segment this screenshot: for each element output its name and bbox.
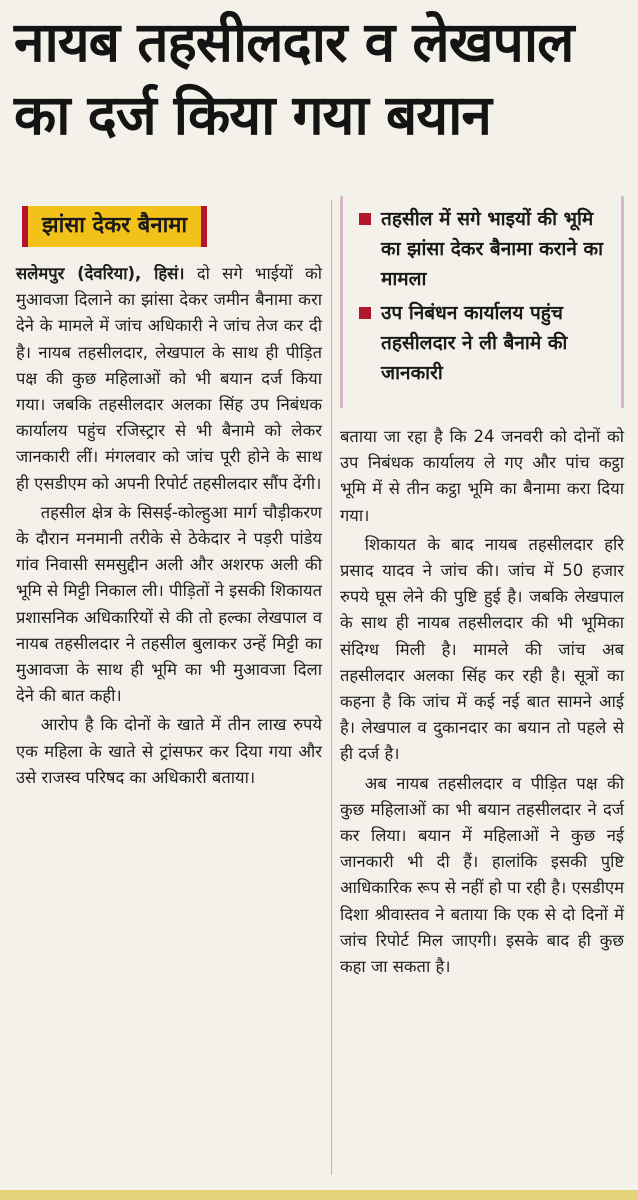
highlight-item <box>359 298 613 388</box>
left-column <box>16 196 322 791</box>
bottom-strip <box>0 1190 638 1200</box>
paragraph-lead <box>16 261 322 497</box>
paragraph: तहसील क्षेत्र के सिसई-कोल्हुआ मार्ग चौड़ीकरण के दौरान मनमानी तरीके से ठेकेदार ने पड़री पांडेय गांव निवासी समसुद्दीन अली और अशरफ अली की भूमि से मिट्टी निकाल ली। पीड़ितों ने इसकी शिकायत प्रशासनिक अधिकारियों से की तो हल्का लेखपाल व नायब तहसीलदार ने तहसील बुलाकर उन्हें मिट्टी का मुआवजा के साथ ही भूमि का भी मुआवजा दिला देने की बात कही। <box>16 502 322 706</box>
paragraph: शिकायत के बाद नायब तहसीलदार हरि प्रसाद यादव ने जांच की। जांच में 50 हजार रुपये घूस लेने की पुष्टि हुई है। जबकि लेखपाल के साथ ही नायब तहसीलदार की भी भूमिका संदिग्ध मिली है। मामले की जांच अब तहसीलदार अलका सिंह कर रही है। सूत्रों का कहना है कि जांच में कई नई बात सामने आई है। लेखपाल व दुकानदार का बयान तो पहले से ही दर्ज है। <box>340 534 624 764</box>
square-bullet-icon <box>359 307 371 319</box>
headline: नायब तहसीलदार व लेखपाल का दर्ज किया गया बयान <box>14 10 574 147</box>
paragraph: अब नायब तहसीलदार व पीड़ित पक्ष की कुछ महिलाओं का भी बयान तहसीलदार ने दर्ज कर लिया। बयान में महिलाओं ने कुछ नई जानकारी भी दी हैं। हालांकि इसकी पुष्टि आधिकारिक रूप से नहीं हो पा रही है। एसडीएम दिशा श्रीवास्तव ने बताया कि एक से दो दिनों में जांच रिपोर्ट मिल जाएगी। इसके बाद ही कुछ कहा जा सकता है। <box>340 773 624 977</box>
paragraph: बताया जा रहा है कि 24 जनवरी को दोनों को उप निबंधक कार्यालय ले गए और पांच कट्ठा भूमि में से तीन कट्ठा भूमि का बैनामा करा दिया गया। <box>340 427 624 525</box>
rubric-label: झांसा देकर बैनामा <box>22 206 207 247</box>
square-bullet-icon <box>359 213 371 225</box>
right-column <box>340 196 624 980</box>
highlight-item <box>359 204 613 294</box>
dateline: सलेमपुर (देवरिया), हिसं। <box>16 264 185 283</box>
paragraph: आरोप है कि दोनों के खाते में तीन लाख रुपये एक महिला के खाते से ट्रांसफर कर दिया गया और उसे राजस्व परिषद का अधिकारी बताया। <box>16 715 322 787</box>
highlights-box <box>340 196 624 408</box>
highlight-text: उप निबंधन कार्यालय पहुंच तहसीलदार ने ली बैनामे की जानकारी <box>381 302 568 384</box>
paragraph-lead-text: दो सगे भाईयों को मुआवजा दिलाने का झांसा देकर जमीन बैनामा करा देने के मामले में जांच अधिकारी ने जांच तेज कर दी है। नायब तहसीलदार, लेखपाल के साथ ही पीड़ित पक्ष की कुछ महिलाओं को भी बयान दर्ज किया गया। जबकि तहसीलदार अलका सिंह उप निबंधक कार्यालय पहुंच रजिस्ट्रार से भी बैनामे को लेकर जानकारी लीं। मंगलवार को जांच पूरी होने के साथ ही एसडीएम को अपनी रिपोर्ट तहसीलदार सौंप देंगी। <box>16 264 322 493</box>
column-divider <box>331 200 332 1175</box>
highlight-text: तहसील में सगे भाइयों की भूमि का झांसा देकर बैनामा कराने का मामला <box>381 208 604 290</box>
rubric-wrap <box>16 196 322 261</box>
